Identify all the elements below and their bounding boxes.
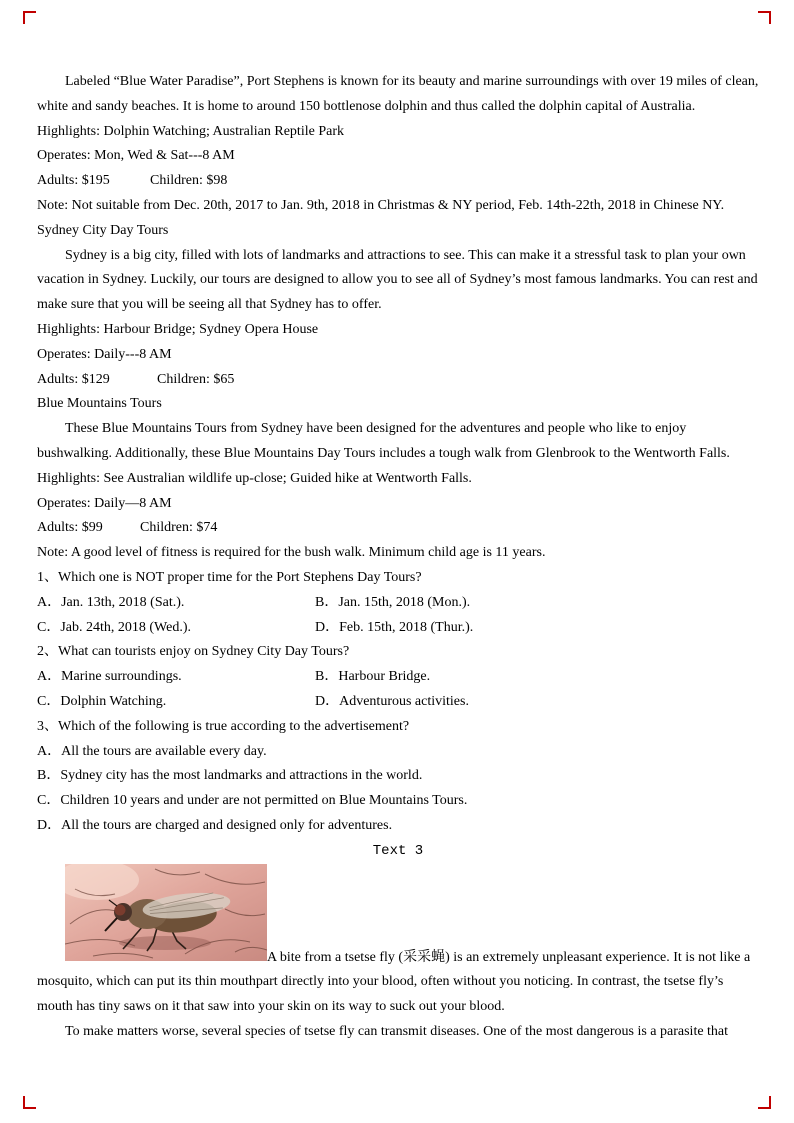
blue-mountains-description: These Blue Mountains Tours from Sydney have been designed for the adventures and people who like to enjoy bushwalking. Additionally, these Blue Mountains Day Tours includes a tough walk from Glenbrook to the Wentworth Falls. (37, 421, 730, 461)
question-1-options-row-ab (37, 591, 759, 616)
text3-paragraph-1 (37, 864, 759, 1020)
question-1-option-d: D．Feb. 15th, 2018 (Thur.). (315, 619, 474, 635)
blue-mountains-operates: Operates: Daily—8 AM (37, 495, 172, 511)
sydney-city-highlights: Highlights: Harbour Bridge; Sydney Opera House (37, 321, 319, 337)
text3-heading: Text 3 (372, 842, 424, 859)
sydney-city-title: Sydney City Day Tours (37, 222, 169, 238)
question-3-stem: 3、Which of the following is true according to the advertisement? (37, 718, 410, 734)
port-stephens-adults-price: Adults: $195 (37, 173, 110, 189)
sydney-city-adults-price: Adults: $129 (37, 371, 110, 387)
crop-mark-bottom-left (23, 1096, 36, 1109)
question-1-option-b: B．Jan. 15th, 2018 (Mon.). (315, 594, 471, 610)
crop-mark-top-left (23, 11, 36, 24)
text3-paragraph-2: To make matters worse, several species of tsetse fly can transmit diseases. One of the most dangerous is a parasite that (65, 1023, 729, 1039)
question-2-option-d: D．Adventurous activities. (315, 693, 469, 709)
port-stephens-highlights: Highlights: Dolphin Watching; Australian Reptile Park (37, 123, 344, 139)
sydney-city-children-price: Children: $65 (157, 371, 235, 387)
question-3-option-c: C．Children 10 years and under are not permitted on Blue Mountains Tours. (37, 793, 468, 809)
question-3-option-a: A．All the tours are available every day. (37, 743, 267, 759)
port-stephens-children-price: Children: $98 (150, 173, 228, 189)
blue-mountains-title: Blue Mountains Tours (37, 396, 162, 412)
question-1-options-row-cd (37, 616, 759, 641)
question-2-option-c: C．Dolphin Watching. (37, 693, 167, 709)
crop-mark-top-right (758, 11, 771, 24)
question-1-stem: 1、Which one is NOT proper time for the Port Stephens Day Tours? (37, 569, 422, 585)
text3-paragraph-1-text: A bite from a tsetse fly (采采蝇) is an extremely unpleasant experience. It is not like a mosquito, which can put its thin mouthpart directly into your blood, often without you noticing. In contrast, the tsetse fly’s mouth has tiny saws on it that saw into your skin on its way to suck out your blood. (37, 949, 751, 1015)
blue-mountains-note: Note: A good level of fitness is required for the bush walk. Minimum child age is 11 years. (37, 545, 546, 561)
tsetse-fly-photo (65, 864, 267, 961)
question-2-option-a: A．Marine surroundings. (37, 669, 182, 685)
question-2-options-row-ab (37, 665, 759, 690)
question-1-option-a: A．Jan. 13th, 2018 (Sat.). (37, 594, 185, 610)
question-1-option-c: C．Jab. 24th, 2018 (Wed.). (37, 619, 192, 635)
question-3-option-b: B．Sydney city has the most landmarks and attractions in the world. (37, 768, 423, 784)
question-2-option-b: B．Harbour Bridge. (315, 669, 431, 685)
port-stephens-operates: Operates: Mon, Wed & Sat---8 AM (37, 148, 235, 164)
sydney-city-description: Sydney is a big city, filled with lots of landmarks and attractions to see. This can make it a stressful task to plan your own vacation in Sydney. Luckily, our tours are designed to allow you to see all of Sydney’s most famous landmarks. You can rest and make sure that you will be seeing all that Sydney has to offer. (37, 247, 758, 313)
port-stephens-description: Labeled “Blue Water Paradise”, Port Stephens is known for its beauty and marine surroundings with over 19 miles of clean, white and sandy beaches. It is home to around 150 bottlenose dolphin and thus called the dolphin capital of Australia. (37, 74, 759, 114)
page-content (37, 70, 759, 1045)
question-2-stem: 2、What can tourists enjoy on Sydney City Day Tours? (37, 644, 350, 660)
port-stephens-note: Note: Not suitable from Dec. 20th, 2017 to Jan. 9th, 2018 in Christmas & NY period, Feb. 14th-22th, 2018 in Chinese NY. (37, 197, 725, 213)
blue-mountains-highlights: Highlights: See Australian wildlife up-close; Guided hike at Wentworth Falls. (37, 470, 472, 486)
sydney-city-operates: Operates: Daily---8 AM (37, 346, 172, 362)
blue-mountains-adults-price: Adults: $99 (37, 520, 103, 536)
question-2-options-row-cd (37, 690, 759, 715)
crop-mark-bottom-right (758, 1096, 771, 1109)
blue-mountains-prices (37, 516, 759, 541)
port-stephens-prices (37, 169, 759, 194)
question-3-option-d: D．All the tours are charged and designed only for adventures. (37, 817, 393, 833)
sydney-city-prices (37, 368, 759, 393)
blue-mountains-children-price: Children: $74 (140, 520, 218, 536)
